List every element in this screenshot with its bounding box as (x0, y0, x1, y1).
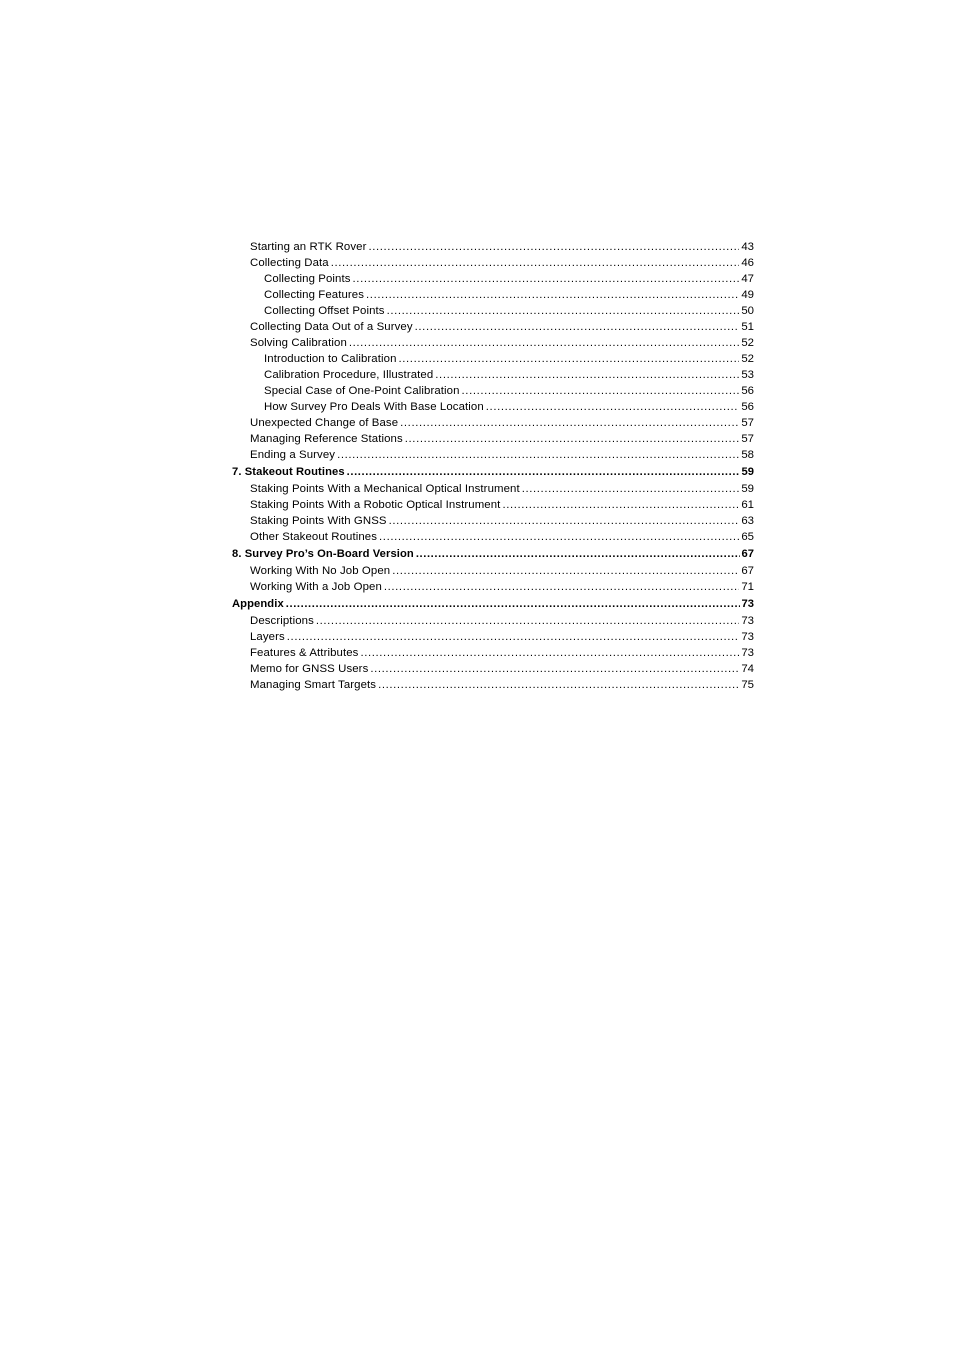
toc-leader-dots (331, 255, 740, 271)
toc-entry[interactable] (232, 579, 754, 595)
toc-entry-title: Collecting Offset Points (264, 305, 385, 317)
toc-entry[interactable] (232, 351, 754, 367)
toc-entry-title: Solving Calibration (250, 337, 347, 349)
toc-leader-dots (379, 529, 739, 545)
toc-entry-page: 56 (741, 385, 754, 397)
toc-chapter-entry[interactable] (232, 464, 754, 480)
toc-entry[interactable] (232, 367, 754, 383)
toc-entry[interactable] (232, 335, 754, 351)
toc-entry-page: 67 (741, 565, 754, 577)
toc-leader-dots (349, 335, 739, 351)
toc-entry-page: 43 (741, 241, 754, 253)
toc-leader-dots (405, 431, 740, 447)
toc-entry[interactable] (232, 271, 754, 287)
toc-entry-page: 56 (741, 401, 754, 413)
toc-entry-page: 71 (741, 581, 754, 593)
toc-entry-title: Working With No Job Open (250, 565, 391, 577)
toc-entry-title: Special Case of One-Point Calibration (264, 385, 460, 397)
toc-entry-title: Collecting Points (264, 273, 351, 285)
toc-entry[interactable] (232, 431, 754, 447)
toc-leader-dots (360, 645, 739, 661)
toc-entry-page: 65 (741, 531, 754, 543)
toc-leader-dots (370, 661, 739, 677)
toc-leader-dots (400, 415, 739, 431)
toc-leader-dots (415, 319, 740, 335)
toc-entry[interactable] (232, 255, 754, 271)
toc-leader-dots (316, 613, 739, 629)
toc-entry-title: Memo for GNSS Users (250, 663, 369, 675)
toc-entry[interactable] (232, 447, 754, 463)
toc-entry[interactable] (232, 629, 754, 645)
toc-leader-dots (368, 239, 739, 255)
toc-entry-title: Calibration Procedure, Illustrated (264, 369, 434, 381)
toc-entry[interactable] (232, 497, 754, 513)
toc-entry-page: 63 (741, 515, 754, 527)
toc-entry-title: Collecting Data (250, 257, 329, 269)
toc-leader-dots (435, 367, 739, 383)
toc-leader-dots (378, 677, 739, 693)
toc-entry-title: Introduction to Calibration (264, 353, 397, 365)
toc-entry-title: Other Stakeout Routines (250, 531, 378, 543)
toc-leader-dots (387, 303, 740, 319)
toc-entry-page: 46 (741, 257, 754, 269)
toc-chapter-entry[interactable] (232, 596, 754, 612)
toc-entry-page: 61 (741, 499, 754, 511)
toc-entry-page: 53 (741, 369, 754, 381)
toc-entry-title: Staking Points With a Mechanical Optical Instrument (250, 483, 520, 495)
toc-entry[interactable] (232, 513, 754, 529)
toc-entry[interactable] (232, 481, 754, 497)
toc-entry-title: Descriptions (250, 615, 314, 627)
toc-leader-dots (399, 351, 740, 367)
toc-entry-page: 52 (741, 337, 754, 349)
toc-entry-title: Staking Points With a Robotic Optical Instrument (250, 499, 501, 511)
toc-entry-title: Staking Points With GNSS (250, 515, 387, 527)
toc-entry[interactable] (232, 661, 754, 677)
toc-entry[interactable] (232, 239, 754, 255)
toc-leader-dots (384, 579, 739, 595)
toc-leader-dots (502, 497, 739, 513)
toc-entry-page: 50 (741, 305, 754, 317)
toc-entry-page: 57 (741, 433, 754, 445)
toc-entry-page: 73 (741, 615, 754, 627)
toc-entry-title: Unexpected Change of Base (250, 417, 399, 429)
toc-entry-title: Working With a Job Open (250, 581, 382, 593)
toc-entry-page: 74 (741, 663, 754, 675)
toc-chapter-entry[interactable] (232, 546, 754, 562)
toc-entry[interactable] (232, 415, 754, 431)
toc-entry-title: Collecting Features (264, 289, 365, 301)
toc-entry-page: 67 (741, 548, 754, 560)
toc-entry-title: How Survey Pro Deals With Base Location (264, 401, 484, 413)
toc-entry-page: 73 (741, 598, 754, 610)
toc-entry-title: 8. Survey Pro’s On-Board Version (232, 548, 414, 560)
toc-leader-dots (366, 287, 739, 303)
toc-entry-title: 7. Stakeout Routines (232, 466, 345, 478)
toc-leader-dots (337, 447, 739, 463)
toc-entry-page: 59 (741, 466, 754, 478)
toc-entry-title: Collecting Data Out of a Survey (250, 321, 413, 333)
toc-entry[interactable] (232, 319, 754, 335)
toc-entry-title: Starting an RTK Rover (250, 241, 367, 253)
toc-leader-dots (347, 464, 740, 480)
toc-leader-dots (392, 563, 739, 579)
toc-entry-page: 49 (741, 289, 754, 301)
toc-leader-dots (486, 399, 740, 415)
toc-entry[interactable] (232, 613, 754, 629)
toc-entry-title: Appendix (232, 598, 284, 610)
toc-entry-page: 73 (741, 647, 754, 659)
toc-leader-dots (287, 629, 740, 645)
table-of-contents (232, 239, 754, 693)
toc-entry-page: 52 (741, 353, 754, 365)
toc-leader-dots (416, 546, 740, 562)
toc-entry-title: Managing Smart Targets (250, 679, 377, 691)
toc-entry-page: 51 (741, 321, 754, 333)
toc-entry-title: Features & Attributes (250, 647, 359, 659)
toc-entry[interactable] (232, 677, 754, 693)
toc-entry[interactable] (232, 563, 754, 579)
toc-leader-dots (462, 383, 740, 399)
toc-entry[interactable] (232, 529, 754, 545)
toc-entry-page: 75 (741, 679, 754, 691)
toc-entry-title: Ending a Survey (250, 449, 336, 461)
toc-entry[interactable] (232, 399, 754, 415)
toc-leader-dots (522, 481, 740, 497)
toc-entry[interactable] (232, 645, 754, 661)
toc-entry-title: Layers (250, 631, 285, 643)
toc-entry-page: 58 (741, 449, 754, 461)
toc-entry-title: Managing Reference Stations (250, 433, 403, 445)
toc-entry[interactable] (232, 303, 754, 319)
toc-leader-dots (286, 596, 740, 612)
toc-entry-page: 47 (741, 273, 754, 285)
toc-entry[interactable] (232, 383, 754, 399)
toc-leader-dots (353, 271, 740, 287)
toc-entry-page: 57 (741, 417, 754, 429)
toc-entry-page: 73 (741, 631, 754, 643)
toc-entry-page: 59 (741, 483, 754, 495)
toc-leader-dots (389, 513, 740, 529)
toc-entry[interactable] (232, 287, 754, 303)
